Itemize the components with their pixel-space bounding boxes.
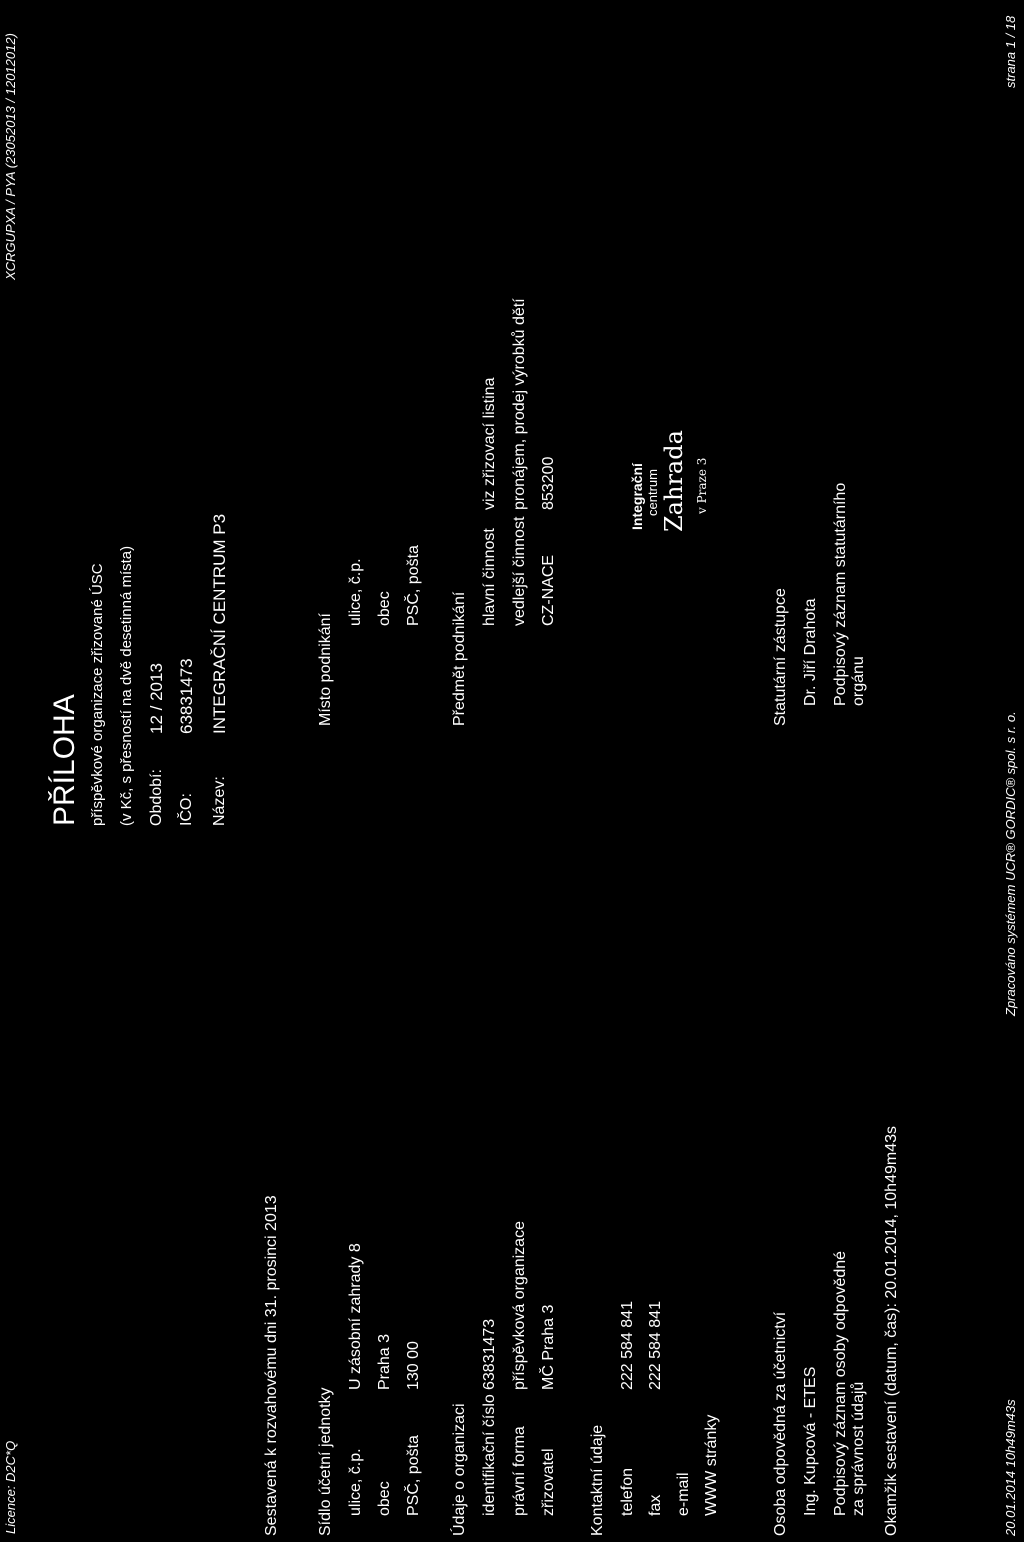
misto-heading: Místo podnikání bbox=[317, 613, 334, 726]
nazev-label: Název: bbox=[211, 776, 228, 826]
statutar-heading: Statutární zástupce bbox=[772, 588, 789, 726]
predmet-nace-label: CZ-NACE bbox=[540, 554, 557, 626]
sidlo-ulice-value: U zásobní zahrady 8 bbox=[347, 1243, 364, 1390]
footer-system: Zpracováno systémem UCR® GORDIC® spol. s r. o. bbox=[1003, 711, 1018, 1016]
udaje-forma-value: příspěvková organizace bbox=[511, 1221, 528, 1390]
udaje-ic-label: identifikační číslo bbox=[481, 1394, 498, 1516]
logo-line4: v Praze 3 bbox=[695, 457, 709, 514]
sidlo-psc-value: 130 00 bbox=[405, 1341, 422, 1390]
udaje-forma-label: právní forma bbox=[511, 1426, 528, 1516]
integracni-centrum-zahrada-logo bbox=[620, 420, 730, 550]
udaje-zrizovatel-value: MČ Praha 3 bbox=[540, 1304, 557, 1390]
misto-psc-label: PSČ, pošta bbox=[405, 545, 422, 626]
kontakt-fax-value: 222 584 841 bbox=[647, 1301, 664, 1390]
nazev-value: INTEGRAČNÍ CENTRUM P3 bbox=[210, 513, 229, 734]
sidlo-heading: Sídlo účetní jednotky bbox=[317, 1387, 334, 1536]
system-code-text: XCRGUPXA / PYA (23052013 / 12012012) bbox=[3, 33, 18, 280]
obdobi-value: 12 / 2013 bbox=[147, 663, 166, 734]
sestavena-text: Sestavená k rozvahovému dni 31. prosinci 2013 bbox=[263, 1195, 280, 1536]
logo-line2: centrum bbox=[645, 469, 660, 516]
sidlo-obec-label: obec bbox=[376, 1481, 393, 1516]
statutar-name: Dr. Jiří Drahota bbox=[802, 598, 819, 706]
footer-datetime: 20.01.2014 10h49m43s bbox=[1003, 1399, 1018, 1536]
misto-obec-label: obec bbox=[376, 591, 393, 626]
statutar-podpis-line1: Podpisový záznam statutárního bbox=[832, 482, 849, 706]
udaje-heading: Údaje o organizaci bbox=[451, 1403, 468, 1536]
kontakt-telefon-label: telefon bbox=[619, 1467, 636, 1516]
udaje-ic-value: 63831473 bbox=[481, 1318, 498, 1390]
kontakt-www-label: WWW stránky bbox=[703, 1414, 720, 1516]
predmet-nace-value: 853200 bbox=[540, 456, 557, 510]
subtitle-line1: příspěvkové organizace zřizované ÚSC bbox=[89, 563, 106, 826]
logo-line1: Integrační bbox=[629, 463, 645, 530]
udaje-zrizovatel-label: zřizovatel bbox=[540, 1448, 557, 1516]
ico-label: IČO: bbox=[178, 793, 195, 826]
predmet-hlavni-label: hlavní činnost bbox=[481, 528, 498, 626]
footer-page: strana 1 / 18 bbox=[1003, 15, 1018, 88]
osoba-heading: Osoba odpovědná za účetnictví bbox=[772, 1311, 789, 1536]
sidlo-psc-label: PSČ, pošta bbox=[405, 1435, 422, 1516]
sidlo-obec-value: Praha 3 bbox=[376, 1333, 393, 1390]
predmet-vedlejsi-label: vedlejší činnost bbox=[511, 516, 528, 626]
predmet-vedlejsi-value: pronájem, prodej výrobků dětí bbox=[511, 298, 528, 510]
ico-value: 63831473 bbox=[177, 658, 196, 734]
kontakt-email-label: e-mail bbox=[675, 1472, 692, 1516]
osoba-podpis-line1: Podpisový záznam osoby odpovědné bbox=[832, 1250, 849, 1516]
page-title: PŘÍLOHA bbox=[48, 694, 81, 826]
predmet-hlavni-value: viz zřizovací listina bbox=[481, 377, 498, 510]
licence-text: Licence: D2C*Q bbox=[3, 1440, 18, 1534]
kontakt-fax-label: fax bbox=[647, 1494, 664, 1516]
osoba-name: Ing. Kupcová - ETES bbox=[802, 1366, 819, 1516]
logo-line3: Zahrada bbox=[660, 430, 688, 532]
subtitle-line2: (v Kč, s přesností na dvě desetinná místa) bbox=[118, 545, 135, 826]
osoba-podpis-line2: za správnost údajů bbox=[850, 1381, 867, 1516]
sidlo-ulice-label: ulice, č.p. bbox=[347, 1448, 364, 1516]
misto-ulice-label: ulice, č.p. bbox=[347, 558, 364, 626]
kontakt-heading: Kontaktní údaje bbox=[589, 1424, 606, 1536]
obdobi-label: Období: bbox=[148, 769, 165, 826]
okamzik-text: Okamžik sestavení (datum, čas): 20.01.2014, 10h49m43s bbox=[883, 1126, 900, 1536]
predmet-heading: Předmět podnikání bbox=[451, 591, 468, 726]
statutar-podpis-line2: orgánu bbox=[850, 656, 867, 706]
kontakt-telefon-value: 222 584 841 bbox=[619, 1301, 636, 1390]
